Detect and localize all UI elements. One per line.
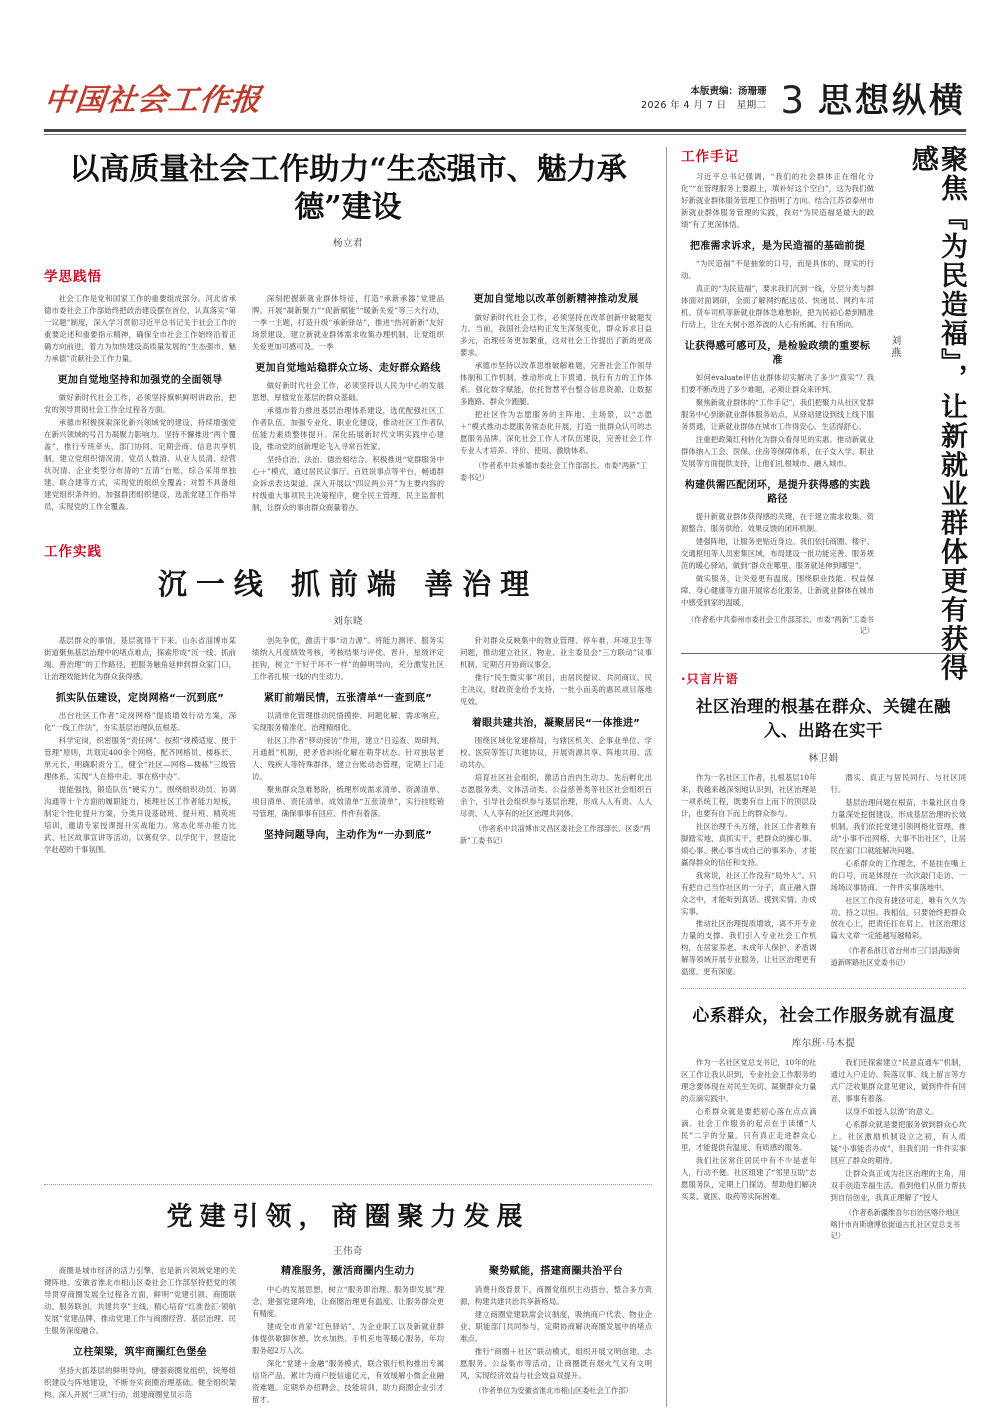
article-6-byline: 库尔班·马木提 (791, 1038, 856, 1050)
article-3-s2-p2: 建成全市首家“红色驿站”，为企业职工以及新就业群体提供歇脚休憩、饮水加热、手机充电等暖心服务，年均服务超2万人次。 (252, 1321, 444, 1355)
article-4-s2-p3: 注重把政策红利转化为群众看得见的实惠。推动新就业群体纳入工会、医保、住房等保障体系，在子女入学、职业发展等方面提供支持，让他们扎根城市、融入城市。 (681, 435, 874, 469)
article-2-headline: 沉一线 抓前端 善治理 (157, 567, 539, 602)
masthead (44, 42, 966, 120)
article-4-sub-2: 让获得感可感可及，是检验政绩的重要标准 (684, 341, 871, 366)
article-5-headline: 社区治理的根基在群众、关键在融入、出路在实干 (696, 696, 951, 740)
article-6-credit: （作者系新疆维吾尔自治区喀什地区喀什市肖斯塘博依街道古扎社区党总支书记） (830, 1208, 960, 1241)
article-3-columns (44, 1265, 652, 1407)
issue-weekday: 星期二 (736, 100, 767, 112)
left-zone (44, 145, 652, 1407)
article-2-s4-p1: 围绕区域化党建格局，与辖区机关、企事业单位、学校、医院等签订共建协议，开展资源共享、阵地共用、活动共办。 (460, 736, 652, 770)
newspaper-page (0, 42, 1000, 1410)
article-1-byline: 杨立君 (332, 238, 363, 249)
article-2-credit: （作者系中共淄博市文昌区委社会工作部部长、区委“两新”工委书记） (460, 824, 651, 845)
article-2-s3-p2: 推行“民生微实事”项目，由居民提议、共同商议、民主决议，财政资金给予支持，一批小而美的惠民项目落地见效。 (460, 672, 652, 706)
article-5-p4: 推动社区治理提质增效，离不开专业力量的支撑。我们引入专业社会工作机构，在居家养老、未成年人保护、矛盾调解等领域开展专业服务，让社区治理更有温度、更有深度。 (681, 919, 817, 977)
article-1-s2-p1: 做好新时代社会工作，必须坚持以人民为中心的发展思想，厚植党在基层的群众基础。 (252, 381, 444, 403)
article-3-sub-3: 聚势赋能，搭建商圈共治平台 (489, 1266, 623, 1278)
article-6-p2: 心系群众就是要把初心落在点点滴滴。社会工作服务的起点在于读懂“人民”二字的分量。只有真正走进群众心里，才能提供有温度、有质感的服务。 (681, 1107, 817, 1153)
article-1-sub-2: 更加自觉地站稳群众立场、走好群众路线 (255, 362, 441, 374)
article-3 (44, 1172, 652, 1407)
article-3-separator (44, 1184, 652, 1185)
article-5-p1: 作为一名社区工作者，扎根基层10年来，我越来越深刻地认识到，社区治理是一项系统工程，既要有自上而下的顶层设计，也要有自下而上的群众参与。 (681, 772, 817, 818)
article-4-s1-p1: “为民造福”不是抽象的口号，而是具体的、现实的行动。 (681, 259, 874, 281)
article-5-p7: 心系群众的工作理念，不是挂在嘴上的口号，而是体现在一次次敲门走访、一场场议事协商、一件件实事落地中。 (830, 858, 966, 892)
article-6-p6: 心系群众就是要把服务做到群众心坎上。社区激励机制设立之初，有人质疑“小事能否办成”，但我们用一件件实事回应了群众的期待。 (830, 1120, 966, 1166)
section-name: 思想纵横 (818, 80, 966, 121)
article-4-s1-p2: 真正的“为民造福”，要求我们沉到一线，分层分类与群体面对面调研，全面了解网约配送员、快递员、网约车司机、货车司机等新就业群体急难愁盼，把为民初心悬到精准行动上，让在大树小恩养波的人心有所属、行有所向。 (681, 284, 874, 330)
article-6-p4: 我们还探索建立“民意直通车”机制，通过入户走访、院落议事、线上留言等方式广泛收集群众意见建议，做到件件有回音、事事有着落。 (830, 1058, 966, 1104)
article-2-sub-3: 坚持问题导向，主动作为“一办到底” (263, 830, 433, 842)
article-2-s4-p2: 培育社区社会组织，激活自治内生动力。先后孵化出志愿服务类、文体活动类、公益慈善类等社区社会组织百余个，引导社会组织参与基层治理，形成人人有责、人人尽责、人人享有的社区治理共同体。 (460, 773, 652, 819)
article-1-lead: 社会工作是党和国家工作的重要组成部分。河北省承德市委社会工作部始终把政治建设摆在首位，认真落实“第一议题”制度，深入学习贯彻习近平总书记关于社会工作的重要论述和重要指示精神，确保全市社会工作始终沿着正确方向前进，着力为加快建设高质量发展的“生态强市、魅力承德”贡献社会工作力量。 (44, 294, 236, 363)
article-6-p5: 以身不如授人以渔”的意义。 (845, 1107, 938, 1117)
article-6-p7: 让群众真正成为社区治理的主角，用双手创造幸福生活。看到他们从借力帮扶到自信创业，我真正理解了“授人 (830, 1169, 966, 1203)
article-1-s3-p1: 做好新时代社会工作，必须坚持在改革创新中破题发力。当前，我国社会结构正发生深刻变化，群众诉求日益多元，治理任务更加繁重，这对社会工作提出了新的更高要求。 (460, 312, 652, 358)
article-6-headline: 心系群众，社会工作服务就有温度 (692, 1006, 955, 1027)
article-3-s1-p1: 坚持大抓基层的鲜明导向，健强商圈党组织，统筹组织建设与阵地建设，不断夯实商圈治理基础。健全组织架构。深入开展“三项”行动，组建商圈党员示范 (44, 1365, 236, 1399)
article-3-s3-p3: 推行“商圈＋社区”联动模式，组织开展文明创建、志愿服务、公益集市等活动，让商圈既有烟火气又有文明风，实现经济效益与社会效益双提升。 (460, 1346, 652, 1380)
article-1-s1-p1: 做好新时代社会工作，必须坚持旗帜鲜明讲政治，把党的领导贯彻社会工作全过程各方面。 (44, 393, 236, 415)
issue-meta (641, 85, 766, 120)
article-5-credit: （作者系浙江省台州市三门县海游街道新晖路社区党委书记） (830, 946, 960, 967)
article-4-credit: （作者系中共泰州市委社会工作部部长、市委“两新”工委书记） (686, 615, 874, 635)
article-3-s3-p1: 消费升级背景下，商圈党组织主动搭台，整合多方资源，构建共建共治共享新格局。 (460, 1284, 652, 1306)
article-4-s3-p3: 做实服务，让关爱更有温度。围绕职业技能、权益保障、身心健康等方面开展常态化服务，让新就业群体在城市中感受到家的温暖。 (681, 574, 874, 608)
article-4-vertical-author: 刘燕 (888, 335, 900, 359)
article-3-byline: 王伟奇 (332, 1246, 363, 1258)
article-6-p3: 我们社区常住居民中有不少是老年人，行动不便。社区组建了“邻里互助”志愿服务队，定期上门探访，帮助他们解决买菜、就医、取药等实际困难。 (681, 1156, 817, 1202)
page-number: 3 (780, 78, 804, 122)
article-2-byline: 刘东晓 (332, 615, 363, 627)
article-5-columns (681, 772, 966, 979)
right-zone (681, 145, 966, 1407)
article-3-sub-1: 立柱架梁，筑牢商圈红色堡垒 (73, 1347, 207, 1359)
article-2-sub-4: 着眼共建共治，凝聚居民“一体推进” (471, 717, 641, 729)
article-3-s3-p2: 建立商圈党建联席会议制度，吸纳商户代表、物业企业、职能部门共同参与，定期协商解决商圈发展中的堵点难点。 (460, 1309, 652, 1343)
article-1-s3-p3: 把社区作为志愿服务的主阵地、主场景，以“志愿＋”模式推动志愿服务常态化开展，打造一批群众认可的志愿服务品牌。深化社会工作人才队伍建设，完善社会工作专业人才培养、评价、使用、激励体系。 (460, 410, 652, 456)
dateline (641, 99, 766, 114)
article-2-s2-p3: 聚焦群众急难愁盼，梳理形成需求清单、资源清单、项目清单、责任清单、成效清单“五张清单”，实行挂账销号管理，确保事事有回应、件件有着落。 (252, 785, 444, 819)
article-2-sub-2: 紧盯前端民情，五张清单“一查到底” (263, 692, 433, 704)
article-3-s2-p1: 中心的发展思想，树立“服务即治理、服务即发展”理念，建强党建阵地，让商圈治理更有温度、让服务群众更有精度。 (252, 1284, 444, 1318)
article-4-kicker: 工作手记 (681, 149, 739, 165)
article-3-credit: （作者单位为安徽省淮北市相山区委社会工作部） (474, 1385, 633, 1395)
article-5-p2: 社区治理千头万绪，社区工作者唯有脚踏实地、真抓实干，把群众的操心事、烦心事、揪心事当成自己的事来办，才能赢得群众的信任和支持。 (681, 821, 817, 867)
editor-label: 本版责编：汤珊珊 (690, 85, 767, 97)
article-5-p8: 社区工作没有捷径可走，唯有久久为功、持之以恒。我相信，只要始终把群众放在心上，把责任扛在肩上，社区治理这篇大文章一定能越写越精彩。 (830, 895, 966, 941)
article-2-s1-p4: 创先争优，激活干事“动力源”。将能力测评、服务实绩纳入月度绩效考核，考核结果与评优、晋升、星级评定挂钩，树立“干好干坏不一样”的鲜明导向，充分激发社区工作者扎根一线的内生动力。 (252, 635, 444, 681)
article-5-p6: 基层治理问题在根苗，丰量社区自身力量深处挖掘建设，形成基层治理的长效机制。我们依托党建引领网格化管理，推动“小事不出网格、大事不出社区”，让居民在家门口就能解决问题。 (830, 797, 966, 855)
article-1-sub-1: 更加自觉地坚持和加强党的全面领导 (57, 374, 223, 386)
article-6 (681, 1001, 966, 1241)
article-2-kicker: 工作实践 (44, 544, 102, 561)
article-1-s3-p2: 承德市坚持以改革思维破解难题，完善社会工作领导体制和工作机制，推动形成上下贯通、执行有力的工作体系。强化数字赋能，依托智慧平台整合信息资源，让数据多跑路、群众少跑腿。 (460, 361, 652, 407)
masthead-right-group (641, 78, 966, 122)
article-1-kicker: 学思践悟 (44, 269, 102, 285)
article-5-p3: 我常说，社区工作没有“局外人”。只有把自己当作社区的一分子，真正融入群众之中，才能听到真话、摸到实情、办成实事。 (681, 870, 817, 916)
article-4-sub-1: 把准需求诉求，是为民造福的基础前提 (689, 240, 866, 252)
article-2-s1-p1: 出台社区工作者“定岗网格”提质增效行动方案，深化“一线工作法”，夯实基层治理队伍根基。 (44, 711, 236, 733)
article-4-vertical-headline-wrap (880, 145, 966, 765)
article-1-s1-p2: 承德市积极探索深化新兴领域党的建设，持续增强党在新兴领域的号召力凝聚力影响力。坚持不懈推进“两个覆盖”，推行专班牵头、部门协同、定期会商、信息共享机制，建立党组织情况清、党员人数清、从业人员清、经营状况清、企业类型分布清的“五清”台账，综合采用单独建、联合建等方式，实现党的组织全覆盖；对暂不具备组建党组织条件的，加强群团组织建设，选派党建工作指导员，实现党的工作全覆盖。 (44, 418, 236, 512)
article-5-p5: 潜实、真正与居民同行、与社区同行。 (830, 772, 966, 794)
article-2-lead: 基层群众的事情，基层就得干下来。山东省淄博市某街道聚焦基层治理中的堵点难点，探索形成“沉一线、抓前端、善治理”的工作路径，把服务触角延伸到群众家门口，让治理效能转化为群众获得感。 (44, 635, 236, 681)
article-1-s2-p2: 承德市着力推进基层治理体系建设，选优配强社区工作者队伍，加强专业化、职业化建设，推动社区工作者队伍能力素质整体提升。深化拓展新时代文明实践中心建设，推动党的创新理论飞入寻常百姓家。 (252, 406, 444, 452)
article-4-s3-p1: 提升新就业群体获得感的关键，在于建立需求收集、资源整合、服务供给、效果反馈的闭环机制。 (681, 512, 874, 534)
article-1-headline: 以高质量社会工作助力“生态强市、魅力承德”建设 (69, 152, 627, 225)
article-2-s2-p1: 以清单化管理推动民情摸排、问题化解、需求响应，实现服务精准化、治理精细化。 (252, 711, 444, 733)
article-5-byline: 林卫娟 (808, 752, 839, 764)
article-6-columns (681, 1057, 966, 1241)
article-1 (44, 151, 652, 514)
article-2-columns (44, 635, 652, 856)
article-3-lead: 商圈是城市经济的活力引擎，也是新兴领域党建的关键阵地。安徽省淮北市相山区委社会工作部坚持把党的领导贯穿商圈发展全过程各方面，鲜明“党建引领、商圈联动、服务联创、共建共享”主线，精心培育“红淮卷汇·领航发展”党建品牌，推动党建工作与商圈经营、基层治理、民生服务深度融合。 (44, 1266, 236, 1336)
center-vertical-rule (666, 147, 667, 1407)
article-4-vertical-headline: 聚焦『为民造福』，让新就业群体更有获得感 (906, 145, 967, 683)
article-4-s2-p2: 聚焦新就业群体的“工作手记”，我们把聚力从社区党群服务中心到新就业群体服务站点，从驿站建设到线上线下服务贯通，让新就业群体在城市工作得安心、生活得舒心。 (681, 398, 874, 432)
article-2-s1-p2: 科学定岗，织密服务“责任网”。按照“规模适度、便于管理”原则，共划定400余个网格，配齐网格员、楼栋长、单元长，明确职责分工，健全“社区—网格—楼栋”三级管理体系，实现“人在格中走、事在格中办”。 (44, 736, 236, 782)
article-2-s2-p2: 社区工作者“移动接访”作用，建立“日巡查、周研判、月通报”机制，把矛盾纠纷化解在萌芽状态。针对独居老人、残疾人等特殊群体，建立台账动态管理，定期上门走访。 (252, 736, 444, 782)
article-3-sub-2: 精准服务，激活商圈内生动力 (281, 1266, 415, 1278)
article-1-s2-p3: 坚持自治、法治、德治相结合。积极推进“党群服务中心＋”模式，通过居民议事厅、百姓说事点等平台，畅通群众诉求表达渠道。深入开展以“四议两公开”为主要内容的村级重大事项民主决策程序，健全民主管理、民主监督机制，让群众的事由群众商量着办。 (252, 455, 444, 513)
article-1-columns (44, 293, 652, 514)
body-grid (44, 145, 966, 1407)
article-3-headline: 党建引领，商圈聚力发展 (166, 1201, 530, 1232)
masthead-rule-thick (44, 129, 966, 132)
article-2-s1-p3: 提能强技，锻造队伍“硬实力”。围绕组织动员、协调沟通等十个方面的履职能力，梳理社区工作者能力短板，制定个性化提升方案，分类开设基础班、提升班、精英班培训，邀请专家授课提升实战能力。常态化举办能力比武、社区故事宣讲等活动，以赛促学、以学促干，营造比学赶超的干事氛围。 (44, 785, 236, 855)
right-separator-2 (681, 988, 966, 989)
article-6-p1: 作为一名社区党总支书记，10年的社区工作让我认识到，专业社会工作服务的理念要体现在对民生关切、凝聚群众力量的点滴实践中。 (681, 1058, 817, 1104)
article-5-kicker: ·只言片语 (681, 671, 739, 686)
article-3-s2-p3: 深化“党建＋金融”服务模式，联合银行机构推出专属信贷产品，累计为商户授信逾亿元，有效缓解小微企业融资难题。定期举办招聘会、技能培训，助力商圈企业引才留才。 (252, 1358, 444, 1404)
issue-date: 2026 年 4 月 7 日 (641, 100, 727, 112)
article-4-lead: 习近平总书记强调，“我们的社会群体正在细化分化”“在管理服务上要跟上，填补好这个空白”，这为我们做好新就业群体服务管理工作指明了方向。结合江苏省泰州市新就业群体服务管理的实践，我对“为民造福是最大的政绩”有了更深体悟。 (681, 172, 874, 229)
masthead-rule-thin (44, 134, 966, 135)
article-4-s2-p1: 如何évaluate评估业群体切实解决了多少“真实”？我们要不断改进了多少难题，必须让群众来评判。 (681, 373, 874, 395)
article-2-s3-p1: 针对群众反映集中的物业管理、停车难、环境卫生等问题，推动建立社区、物业、业主委员会“三方联动”议事机制，定期召开协商议事会。 (460, 635, 652, 669)
article-2 (44, 540, 652, 856)
article-1-sub-3: 更加自觉地以改革创新精神推动发展 (473, 294, 639, 305)
article-1-credit: （作者系中共承德市委社会工作部部长、市委“两新”工委书记） (460, 461, 648, 482)
newspaper-logo: 中国社会工作报 (42, 83, 264, 118)
article-2-sub-1: 抓实队伍建设，定岗网格“一沉到底” (55, 692, 225, 704)
article-4-sub-3: 构建供需匹配闭环，是提升获得感的实践路径 (684, 480, 871, 505)
article-1-s1-p3: 深刻把握新就业群体特征，打造“承新承器”党建品牌。开展“凝新聚力”“促新赋能”“暖新关爱”等三大行动，一季一主题，打造升级“承新驿站”，推进“热河新新”友好场景建设，建立新就业群体需求收集办理机制，让党组织关爱更加可感可及。一季 (252, 294, 444, 351)
article-4-s3-p2: 建强阵地，让服务更贴近身边。我们依托商圈、楼宇、交通枢纽等人员密集区域，布局建设一批功能完善、服务规范的暖心驿站，做到“群众在哪里、服务就延伸到哪里”。 (681, 537, 874, 571)
